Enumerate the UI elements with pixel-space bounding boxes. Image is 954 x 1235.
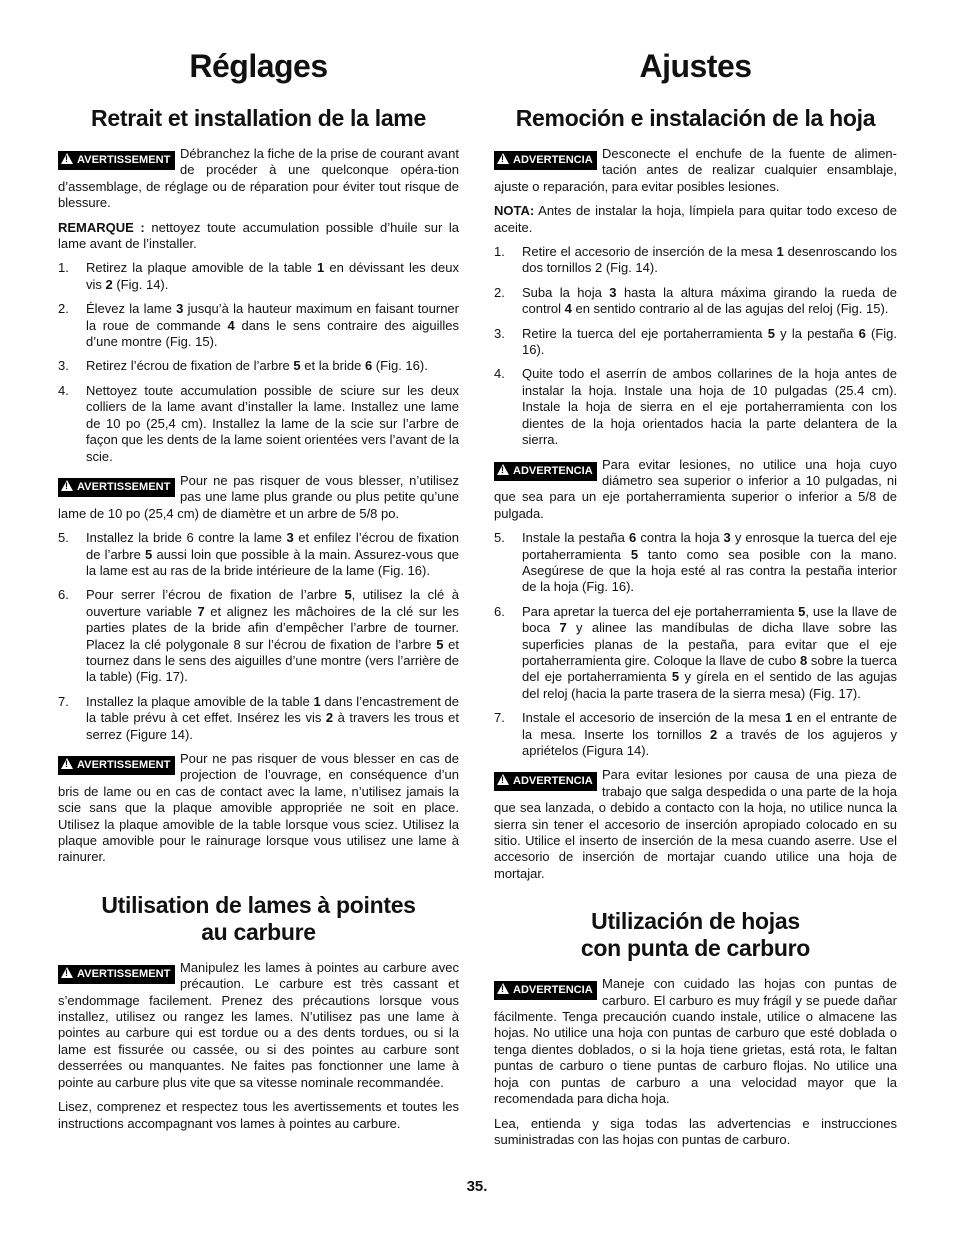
steps-list bbox=[58, 530, 459, 743]
list-item: 7. Installez la plaque amovible de la table 1 dans l’encastrement de la table prévu à cet effet. Insérez les vis 2 à travers les trous et serrez (Figure 14). bbox=[58, 693, 459, 742]
warning-triangle-icon bbox=[61, 153, 73, 164]
list-item: 6. Para apretar la tuerca del eje portaherramienta 5, use la llave de boca 7 y alinee las mandíbulas de dicha llave sobre las superficies planas de la pestaña, para evitar que el eje portaherramienta gire. Coloque la llave de cubo 8 sobre la tuerca del eje portaherramienta 5 y gírela en el sentido de las agujas del reloj (hacia la parte trasera de la sierra mesa) (Fig. 17). bbox=[494, 603, 897, 701]
warning-triangle-icon bbox=[497, 464, 509, 475]
list-item: 4. Nettoyez toute accumulation possible de sciure sur les deux colliers de la lame avant d’installer la lame. Installez une lame de 10 po (25,4 cm). Installez la lame de la scie sur l’arbre de façon que les dents de la lame soient orientées vers l’avant de la scie. bbox=[58, 382, 459, 464]
warning-block: !AVERTISSEMENT Pour ne pas risquer de vous blesser, n’utilisez pas une lame plus grande ou plus petite qu’une lame de 10 po (25,4 cm) de diamètre et un arbre de 5/8 po. bbox=[58, 473, 459, 522]
list-item: 6. Pour serrer l’écrou de fixation de l’arbre 5, utilisez la clé à ouverture variable 7 et alignez les mâchoires de la clé sur les parties plates de la bride afin d’empêcher l’arbre de tourner. Placez la clé polygonale 8 sur l’écrou de fixation de l’arbre 5 et tournez dans le sens des aiguilles d’une montre (vers l’arrière de la table) (Fig. 17). bbox=[58, 587, 459, 685]
warning-block: !ADVERTENCIA Maneje con cuidado las hojas con puntas de carburo. El carburo es muy frágil y se puede dañar fácilmente. Tenga precaución cuando instale, utilice o almacene las hojas. No utilice una hoja con puntas de carburo que esté doblada o tenga dientes doblados, o si la hoja tiene grietas, está rota, le faltan puntas de carburo o tiene puntas de carburo flojas. No utilice una hoja con puntas de carburo a una velocidad mayor que la recomendada para dicha hoja. bbox=[494, 976, 897, 1107]
warning-block: !AVERTISSEMENT Manipulez les lames à pointes au carbure avec précaution. Le carbure est très cassant et s’endommage facilement. Prenez des précautions lorsque vous installez, utilisez ou rangez les lames. N’utilisez pas une lame à pointes au carbure qui est tordue ou a des dents tordues, ou si la lame est fissurée ou cassée, ou si des pointes au carbure sont desserrées ou manquantes. Ne faites pas fonctionner une lame à pointe au carbure plus vite que sa vitesse nominale recommandée. bbox=[58, 960, 459, 1091]
warning-badge: !ADVERTENCIA bbox=[494, 981, 597, 1000]
list-item: 2. Élevez la lame 3 jusqu’à la hauteur maximum en faisant tourner la roue de commande 4 dans le sens contraire des aiguilles d’une montre (Fig. 15). bbox=[58, 301, 460, 350]
warning-block: !ADVERTENCIA Para evitar lesiones por causa de una pieza de trabajo que salga despedida o una parte de la hoja que sea lanzada, o debido a contacto con la hoja, no utilice nunca la sierra sin tener el accesorio de inserción apropiado colocado en su sitio. Utilice el inserto de inserción de la mesa cuando aserre. Use el accesorio de inserción de mortajar cuando utilice una hoja de mortajar. bbox=[494, 767, 897, 882]
page-title-french: Réglages bbox=[189, 48, 328, 84]
list-item: 1. Retirez la plaque amovible de la table 1 en dévissant les deux vis 2 (Fig. 14). bbox=[58, 260, 459, 292]
list-item: 5. Instale la pestaña 6 contra la hoja 3 y enrosque la tuerca del eje portaherramienta 5 tanto como sea posible con la mano. Asegúrese de que la hoja esté al ras contra la pestaña interior de la hoja (Fig. 16). bbox=[494, 530, 897, 595]
warning-badge: !ADVERTENCIA bbox=[494, 772, 597, 791]
section-heading-carbide-es: Utilización de hojas con punta de carburo bbox=[580, 908, 811, 962]
warning-triangle-icon bbox=[61, 480, 73, 491]
warning-block: !ADVERTENCIA Desconecte el enchufe de la fuente de alimen-tación antes de realizar cualquier ensamblaje, ajuste o reparación, para evitar posibles lesiones. bbox=[494, 146, 897, 195]
warning-triangle-icon bbox=[497, 153, 509, 164]
warning-triangle-icon bbox=[61, 967, 73, 978]
warning-badge: !AVERTISSEMENT bbox=[58, 756, 175, 775]
carbide-paragraph: Lea, entienda y siga todas las advertencias e instrucciones suministradas con las hojas con puntas de carburo. bbox=[494, 1115, 897, 1147]
warning-triangle-icon bbox=[61, 758, 73, 769]
list-item: 3. Retirez l’écrou de fixation de l’arbre 5 et la bride 6 (Fig. 16). bbox=[58, 358, 428, 374]
warning-block: !AVERTISSEMENT Pour ne pas risquer de vous blesser en cas de projection de l’ouvrage, en conséquence d’un bris de lame ou en cas de contact avec la lame, n’utilisez jamais la scie sans que la plaque amovible appropriée ne soit en place. Utilisez la plaque amovible de la table lorsque vous sciez. Utilisez la plaque amovible pour le rainurage lorsque vous utilisez une lame à rainurer. bbox=[58, 751, 459, 866]
steps-list bbox=[58, 260, 459, 464]
note-paragraph: NOTA: Antes de instalar la hoja, límpiela para quitar todo exceso de aceite. bbox=[494, 203, 897, 235]
page-title-spanish: Ajustes bbox=[639, 48, 752, 84]
warning-block: !AVERTISSEMENT Débranchez la fiche de la prise de courant avant de procéder à une quelconque opéra-tion d’assemblage, de réglage ou de réparation pour éviter tout risque de blessure. bbox=[58, 146, 459, 212]
list-item: 4. Quite todo el aserrín de ambos collarines de la hoja antes de instalar la hoja. Instale una hoja de 10 pulgadas (25.4 cm). Instale la hoja de sierra en el eje portaherramienta con los dientes de la hoja orientados hacia la parte delantera de la sierra. bbox=[494, 366, 897, 448]
section-heading-carbide-fr: Utilisation de lames à pointes au carbure bbox=[101, 891, 416, 945]
list-item: 2. Suba la hoja 3 hasta la altura máxima girando la rueda de control 4 en sentido contrario al de las agujas del reloj (Fig. 15). bbox=[494, 284, 897, 317]
warning-badge: !ADVERTENCIA bbox=[494, 462, 597, 481]
section-heading-blade-removal-fr: Retrait et installation de la lame bbox=[91, 105, 426, 131]
list-item: 5. Installez la bride 6 contre la lame 3 et enfilez l’écrou de fixation de l’arbre 5 aussi loin que possible à la main. Assurez-vous que la lame est au ras de la bride intérieure de la lame (Fig. 16). bbox=[58, 530, 459, 578]
steps-list bbox=[494, 530, 897, 759]
warning-triangle-icon bbox=[497, 774, 509, 785]
list-item: 7. Instale el accesorio de inserción de la mesa 1 en el entrante de la mesa. Inserte los tornillos 2 a través de los agujeros y apriételos (Figura 14). bbox=[494, 710, 897, 758]
list-item: 1. Retire el accesorio de inserción de la mesa 1 desenroscando los dos tornillos 2 (Fig. 14). bbox=[494, 244, 897, 276]
list-item: 3. Retire la tuerca del eje portaherramienta 5 y la pestaña 6 (Fig. 16). bbox=[494, 325, 897, 358]
warning-block: !ADVERTENCIA Para evitar lesiones, no utilice una hoja cuyo diámetro sea superior o inferior a 10 pulgadas, ni que sea para un eje portaherramienta superior o inferior a 5/8 de pulgada. bbox=[494, 457, 897, 523]
warning-badge: !AVERTISSEMENT bbox=[58, 965, 175, 984]
warning-badge: !AVERTISSEMENT bbox=[58, 478, 175, 497]
steps-list bbox=[494, 244, 897, 448]
note-paragraph: REMARQUE : nettoyez toute accumulation possible d’huile sur la lame avant de l’installer. bbox=[58, 219, 459, 252]
carbide-paragraph: Lisez, comprenez et respectez tous les avertissements et toutes les instructions accompagnant vos lames à pointes au carbure. bbox=[58, 1099, 459, 1131]
warning-badge: !ADVERTENCIA bbox=[494, 151, 597, 170]
warning-badge: !AVERTISSEMENT bbox=[58, 151, 175, 170]
warning-triangle-icon bbox=[497, 983, 509, 994]
section-heading-blade-removal-es: Remoción e instalación de la hoja bbox=[515, 105, 876, 131]
page-number: 35. bbox=[466, 1178, 488, 1195]
